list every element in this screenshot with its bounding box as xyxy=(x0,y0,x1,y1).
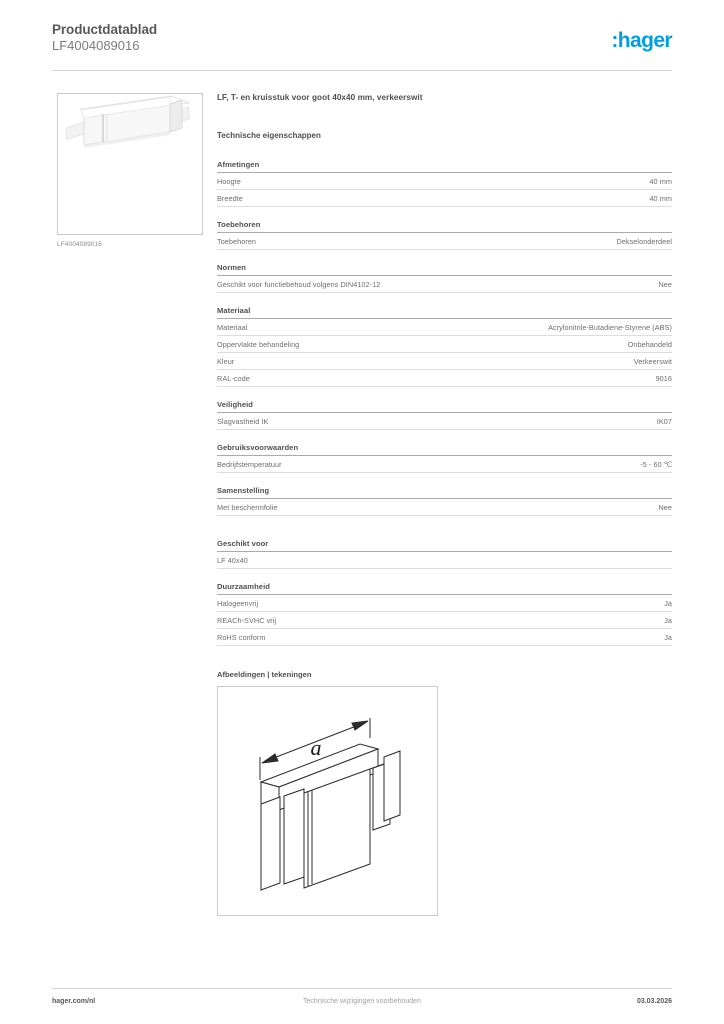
page-title: Productdatablad xyxy=(52,22,158,37)
spec-label: REACh-SVHC vrij xyxy=(217,616,277,625)
page-header xyxy=(52,22,672,68)
spec-value: Acrylonitrile-Butadiene-Styrene (ABS) xyxy=(548,323,672,332)
spec-group-heading: Toebehoren xyxy=(217,220,672,233)
spec-value: Nee xyxy=(658,280,672,289)
spec-value: Verkeerswit xyxy=(633,357,672,366)
page-footer xyxy=(52,998,672,1012)
product-image-caption: LF4004089016 xyxy=(57,241,102,248)
spec-row xyxy=(217,612,672,629)
spec-group xyxy=(217,160,672,207)
document-reference: LF4004089016 xyxy=(52,38,140,53)
spec-label: LF 40x40 xyxy=(217,556,248,565)
product-image-panel xyxy=(57,93,205,248)
spec-row xyxy=(217,319,672,336)
spec-value: 40 mm xyxy=(649,194,672,203)
spec-row xyxy=(217,456,672,473)
technical-properties-heading: Technische eigenschappen xyxy=(217,131,321,140)
spec-row xyxy=(217,233,672,250)
technical-drawing-frame xyxy=(217,686,438,916)
spec-label: Slagvastheid IK xyxy=(217,417,269,426)
spec-row xyxy=(217,595,672,612)
technical-drawing xyxy=(218,687,437,915)
spec-row xyxy=(217,499,672,516)
spec-label: Breedte xyxy=(217,194,243,203)
spec-group xyxy=(217,486,672,516)
spec-value: 40 mm xyxy=(649,177,672,186)
spec-row xyxy=(217,413,672,430)
spec-group xyxy=(217,539,672,569)
spec-group-heading: Materiaal xyxy=(217,306,672,319)
footer-website[interactable]: hager.com/nl xyxy=(52,998,96,1005)
spec-row xyxy=(217,276,672,293)
spec-group-heading: Geschikt voor xyxy=(217,539,672,552)
spec-label: Hoogte xyxy=(217,177,241,186)
spec-value: Ja xyxy=(664,616,672,625)
spec-group-heading: Afmetingen xyxy=(217,160,672,173)
spec-value: Nee xyxy=(658,503,672,512)
spec-row xyxy=(217,173,672,190)
spec-value: -5 - 60 ℃ xyxy=(640,460,672,469)
spec-value: IK07 xyxy=(656,417,672,426)
spec-row xyxy=(217,629,672,646)
product-photo xyxy=(58,94,203,235)
spec-label: Materiaal xyxy=(217,323,248,332)
spec-value: 9016 xyxy=(655,374,672,383)
spec-label: Geschikt voor functiebehoud volgens DIN4102-12 xyxy=(217,280,381,289)
footer-date: 03.03.2026 xyxy=(636,998,672,1005)
spec-group-heading: Samenstelling xyxy=(217,486,672,499)
spec-value: Dekselonderdeel xyxy=(616,237,672,246)
spec-label: RAL-code xyxy=(217,374,250,383)
spec-label: Kleur xyxy=(217,357,235,366)
footer-divider xyxy=(52,988,672,989)
spec-group xyxy=(217,220,672,250)
spec-row xyxy=(217,552,672,569)
footer-disclaimer: Technische wijzigingen voorbehouden xyxy=(303,998,421,1005)
product-image-frame xyxy=(57,93,203,235)
spec-value: Onbehandeld xyxy=(627,340,672,349)
spec-group-heading: Duurzaamheid xyxy=(217,582,672,595)
spec-group-list xyxy=(217,160,672,646)
spec-value: Ja xyxy=(664,599,672,608)
spec-label: Oppervlakte behandeling xyxy=(217,340,300,349)
spec-row xyxy=(217,353,672,370)
spec-label: Met beschermfolie xyxy=(217,503,278,512)
spec-row xyxy=(217,336,672,353)
spec-label: Toebehoren xyxy=(217,237,257,246)
dimension-label: a xyxy=(310,735,322,760)
spec-group xyxy=(217,443,672,473)
product-name: LF, T- en kruisstuk voor goot 40x40 mm, verkeerswit xyxy=(217,93,423,102)
spec-group xyxy=(217,306,672,387)
spec-group-heading: Normen xyxy=(217,263,672,276)
header-divider xyxy=(52,70,672,71)
hager-logo: :hager xyxy=(611,29,672,52)
spec-group-heading: Gebruiksvoorwaarden xyxy=(217,443,672,456)
spec-group xyxy=(217,400,672,430)
spec-row xyxy=(217,370,672,387)
drawings-heading: Afbeeldingen | tekeningen xyxy=(217,670,312,679)
spec-label: Halogeenvrij xyxy=(217,599,259,608)
spec-row xyxy=(217,190,672,207)
title-block xyxy=(52,22,157,54)
spec-group xyxy=(217,263,672,293)
spec-label: Bedrijfstemperatuur xyxy=(217,460,282,469)
spec-group-heading: Veiligheid xyxy=(217,400,672,413)
drawings-block xyxy=(217,670,672,916)
spec-label: RoHS conform xyxy=(217,633,266,642)
spec-group xyxy=(217,582,672,646)
spec-value: Ja xyxy=(664,633,672,642)
specifications-content xyxy=(217,93,672,916)
